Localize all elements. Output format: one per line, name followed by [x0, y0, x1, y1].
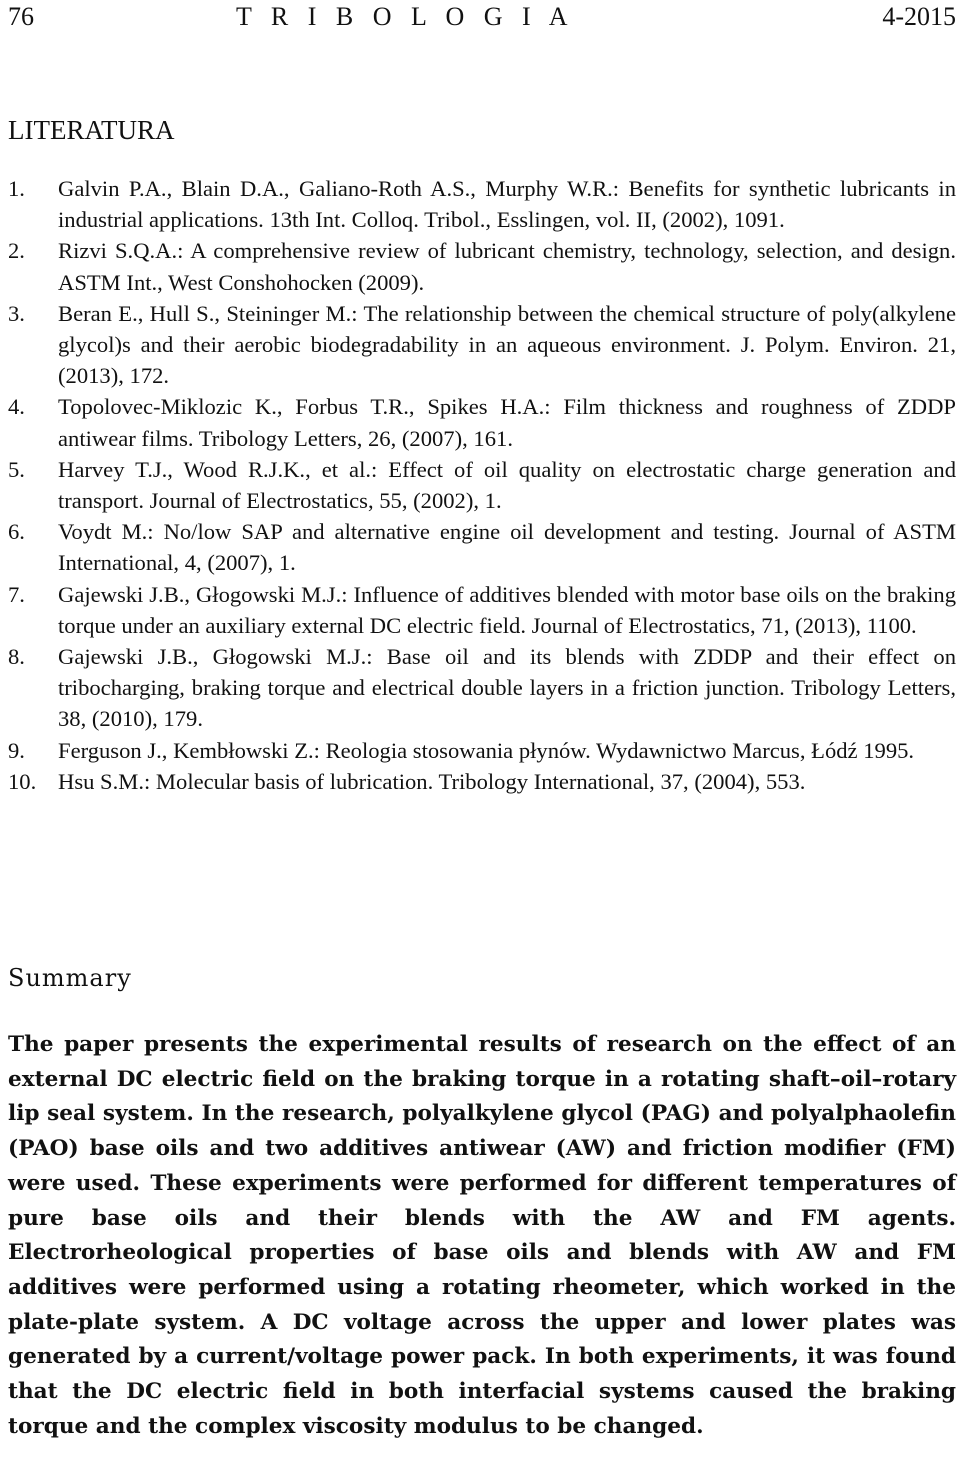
reference-item	[8, 235, 956, 297]
reference-item	[8, 516, 956, 578]
reference-number: 10.	[8, 768, 37, 794]
page	[8, 0, 956, 1439]
reference-number: 8.	[8, 644, 25, 670]
reference-text: Ferguson J., Kembłowski Z.: Reologia stosowania płynów. Wydawnictwo Marcus, Łódź 1995.	[58, 737, 915, 763]
reference-item	[8, 735, 956, 766]
summary-text: The paper presents the experimental results of research on the effect of an external DC electric field on the braking torque in a rotating shaft–oil–rotary lip seal system. In the research, polyalkylene glycol (PAG) and polyalphaolefin (PAO) base oils and two additives antiwear (AW) and friction modifier (FM) were used. These experiments were performed for different temperatures of pure base oils and their blends with the AW and FM agents. Electrorheological properties of base oils and blends with AW and FM additives were performed using a rotating rheometer, which worked in the plate-plate system. A DC voltage across the upper and lower plates was generated by a current/voltage power pack. In both experiments, it was found that the DC electric field in both interfacial systems caused the braking torque and the complex viscosity modulus to be changed.	[8, 1032, 956, 1439]
reference-number: 1.	[8, 176, 25, 201]
reference-item	[8, 298, 956, 392]
reference-number: 9.	[8, 737, 25, 763]
reference-text: Topolovec-Miklozic K., Forbus T.R., Spikes H.A.: Film thickness and roughness of ZDDP antiwear films. Tribology Letters, 26, (2007), 161.	[58, 394, 956, 451]
reference-item	[8, 641, 956, 735]
reference-text: Beran E., Hull S., Steininger M.: The relationship between the chemical structure of poly(alkylene glycol)s and their aerobic biodegradability in an aqueous environment. J. Polym. Environ. 21, (2013), 172.	[58, 300, 956, 389]
reference-text: Gajewski J.B., Głogowski M.J.: Base oil and its blends with ZDDP and their effect on tribocharging, braking torque and electrical double layers in a friction junction. Tribology Letters, 38, (2010), 179.	[58, 644, 956, 732]
reference-text: Gajewski J.B., Głogowski M.J.: Influence of additives blended with motor base oils on the braking torque under an auxiliary external DC electric field. Journal of Electrostatics, 71, (2013), 1100.	[58, 581, 956, 638]
reference-item	[8, 391, 956, 453]
reference-list	[8, 173, 956, 797]
reference-text: Hsu S.M.: Molecular basis of lubrication. Tribology International, 37, (2004), 553.	[58, 768, 806, 794]
reference-text: Galvin P.A., Blain D.A., Galiano-Roth A.S., Murphy W.R.: Benefits for synthetic lubricants in industrial applications. 13th Int. Colloq. Tribol., Esslingen, vol. II, (2002), 1091.	[58, 176, 956, 233]
reference-item	[8, 579, 956, 641]
reference-number: 7.	[8, 581, 25, 607]
issue-number: 4-2015	[882, 2, 956, 31]
running-header	[8, 0, 956, 40]
summary-heading: Summary	[8, 964, 132, 992]
reference-number: 5.	[8, 456, 25, 482]
reference-text: Voydt M.: No/low SAP and alternative engine oil development and testing. Journal of ASTM International, 4, (2007), 1.	[58, 519, 956, 576]
reference-number: 4.	[8, 394, 25, 420]
reference-number: 3.	[8, 300, 25, 326]
reference-text: Rizvi S.Q.A.: A comprehensive review of lubricant chemistry, technology, selection, and design. ASTM Int., West Conshohocken (2009).	[58, 238, 956, 295]
reference-item	[8, 766, 956, 797]
reference-item	[8, 454, 956, 516]
reference-item	[8, 173, 956, 235]
literature-heading: LITERATURA	[8, 115, 175, 145]
journal-name: T R I B O L O G I A	[236, 2, 574, 31]
page-number: 76	[8, 2, 34, 31]
reference-number: 6.	[8, 519, 25, 545]
reference-number: 2.	[8, 238, 25, 264]
reference-text: Harvey T.J., Wood R.J.K., et al.: Effect of oil quality on electrostatic charge generation and transport. Journal of Electrostatics, 55, (2002), 1.	[58, 456, 956, 514]
